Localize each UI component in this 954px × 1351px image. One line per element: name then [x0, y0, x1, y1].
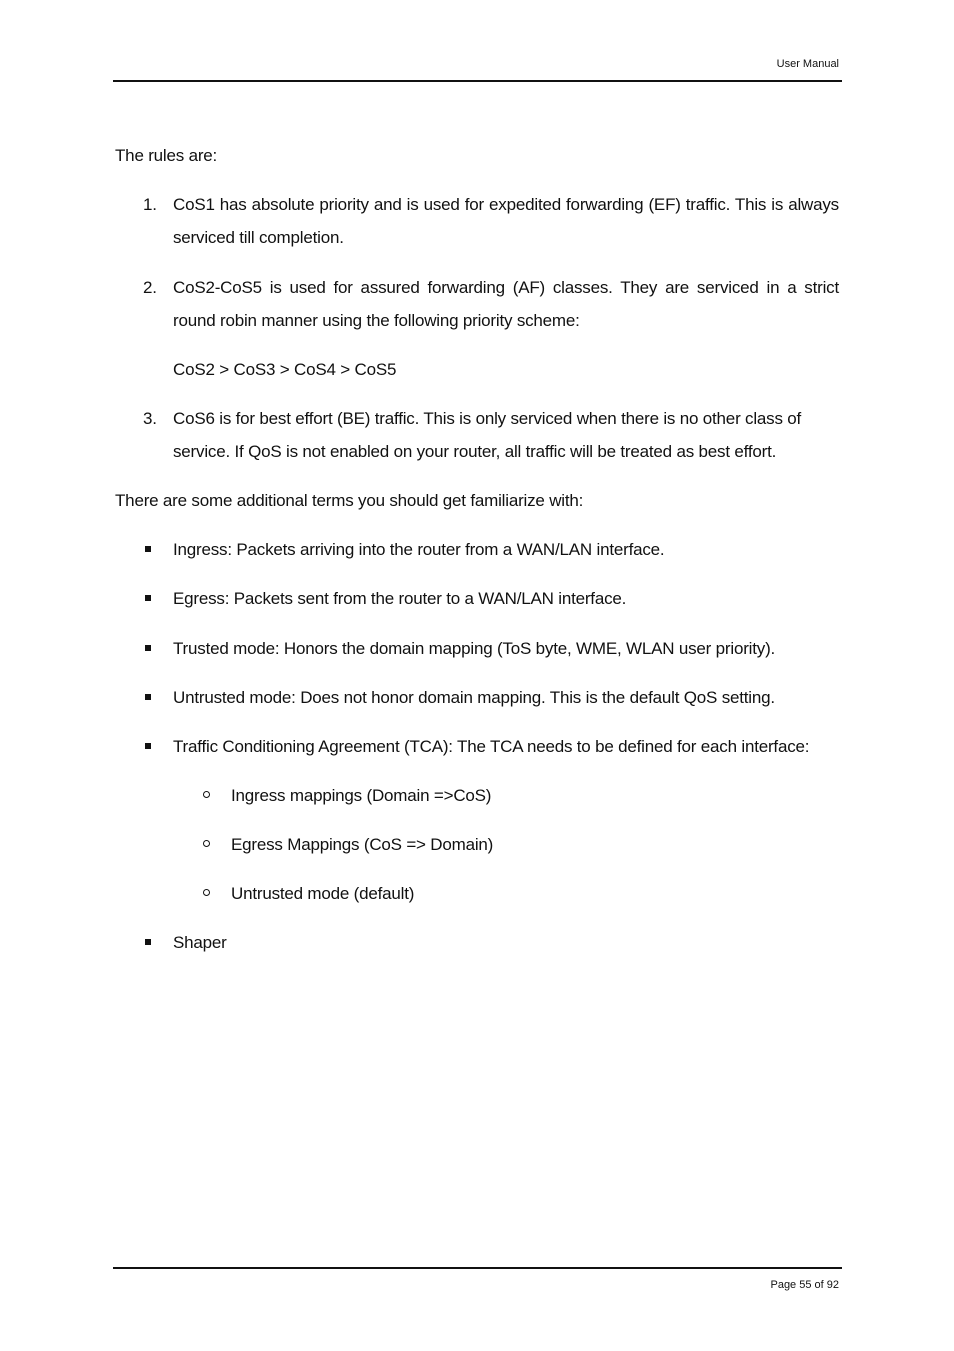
term-text: Traffic Conditioning Agreement (TCA): The TCA needs to be defined for each interface: — [173, 737, 810, 756]
rules-intro: The rules are: — [115, 146, 218, 165]
tca-item-egress-mappings — [201, 828, 839, 861]
priority-scheme: CoS2 > CoS3 > CoS4 > CoS5 — [173, 360, 397, 379]
square-bullet-icon — [145, 546, 151, 552]
term-text: Untrusted mode: Does not honor domain mapping. This is the default QoS setting. — [173, 688, 775, 707]
header-rule — [113, 80, 842, 82]
rule-item-1 — [143, 188, 839, 254]
term-tca — [143, 730, 839, 763]
rule-item-3 — [143, 402, 839, 468]
tca-item-text: Ingress mappings (Domain =>CoS) — [231, 786, 492, 805]
tca-item-untrusted-mode — [201, 877, 839, 910]
term-shaper — [143, 926, 839, 959]
square-bullet-icon — [145, 743, 151, 749]
square-bullet-icon — [145, 694, 151, 700]
circle-bullet-icon — [203, 889, 210, 896]
term-text: Shaper — [173, 933, 227, 952]
rule-item-2 — [143, 271, 839, 337]
square-bullet-icon — [145, 939, 151, 945]
list-number: 2. — [143, 278, 157, 297]
footer-rule — [113, 1267, 842, 1269]
term-text: Egress: Packets sent from the router to a WAN/LAN interface. — [173, 589, 627, 608]
terms-intro: There are some additional terms you should get familiarize with: — [115, 491, 584, 510]
term-ingress — [143, 533, 839, 566]
tca-item-text: Untrusted mode (default) — [231, 884, 415, 903]
term-trusted-mode — [143, 632, 839, 665]
rule-text: CoS1 has absolute priority and is used for expedited forwarding (EF) traffic. This is always serviced till completion. — [173, 195, 839, 247]
square-bullet-icon — [145, 595, 151, 601]
tca-item-ingress-mappings — [201, 779, 839, 812]
rule-text: CoS2-CoS5 is used for assured forwarding (AF) classes. They are serviced in a strict round robin manner using the following priority scheme: — [173, 278, 839, 330]
page-number: Page 55 of 92 — [770, 1279, 839, 1291]
circle-bullet-icon — [203, 840, 210, 847]
list-number: 3. — [143, 409, 157, 428]
list-number: 1. — [143, 195, 157, 214]
term-text: Ingress: Packets arriving into the router from a WAN/LAN interface. — [173, 540, 665, 559]
term-text: Trusted mode: Honors the domain mapping (ToS byte, WME, WLAN user priority). — [173, 639, 776, 658]
term-egress — [143, 582, 839, 615]
rule-text: CoS6 is for best effort (BE) traffic. This is only serviced when there is no other class of service. If QoS is not enabled on your router, all traffic will be treated as best effort. — [173, 409, 802, 461]
circle-bullet-icon — [203, 791, 210, 798]
square-bullet-icon — [145, 645, 151, 651]
header-title: User Manual — [776, 58, 839, 70]
term-untrusted-mode — [143, 681, 839, 714]
tca-item-text: Egress Mappings (CoS => Domain) — [231, 835, 494, 854]
